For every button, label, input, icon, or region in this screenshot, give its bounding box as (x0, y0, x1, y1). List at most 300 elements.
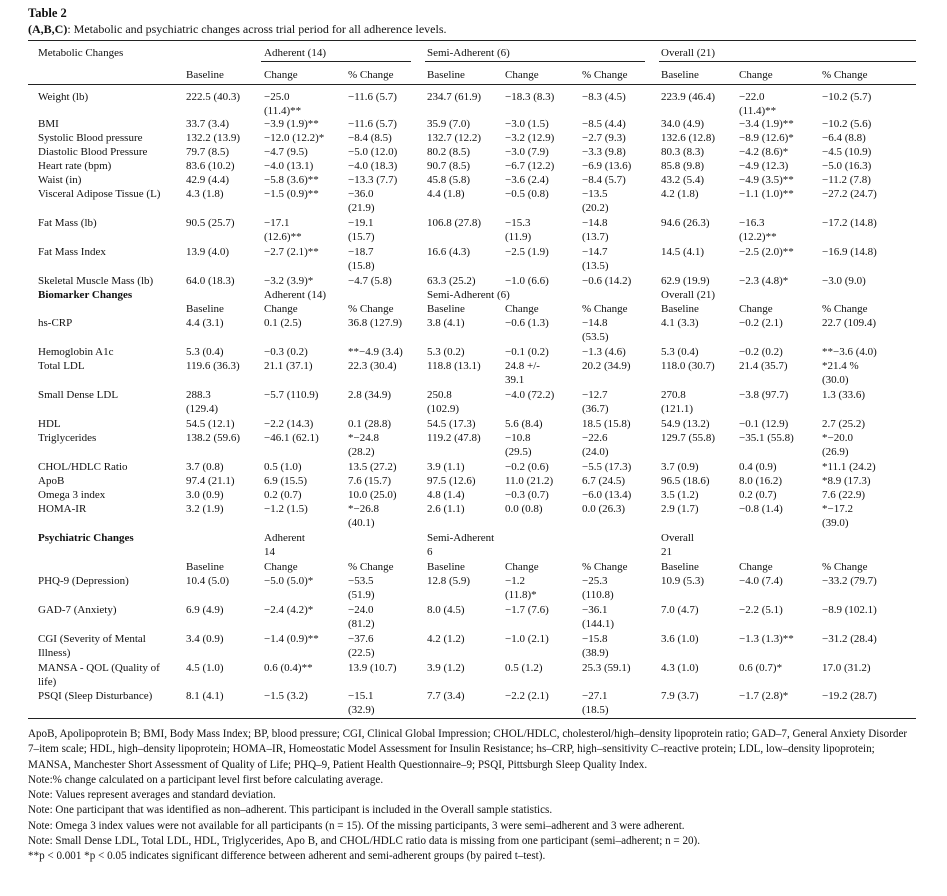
table-cell: −18.7 (15.8) (348, 246, 375, 272)
top-rule (28, 40, 916, 41)
group-header-overall: Overall (21) (661, 47, 716, 59)
table-cell: 10.0 (25.0) (348, 489, 397, 501)
table-notes (28, 727, 916, 865)
table-cell: −11.2 (7.8) (822, 174, 871, 186)
table-cell: % Change (348, 561, 394, 573)
table-cell: 132.2 (13.9) (186, 132, 241, 144)
table-cell: Adherent 14 (264, 532, 305, 558)
table-cell: 90.7 (8.5) (427, 160, 471, 172)
table-cell: Change (739, 561, 773, 573)
table-cell: −6.7 (12.2) (505, 160, 555, 172)
table-cell: 118.8 (13.1) (427, 360, 481, 372)
table-cell: −19.2 (28.7) (822, 690, 877, 702)
table-cell: 0.4 (0.9) (739, 461, 777, 473)
table-caption-id: (A,B,C) (28, 22, 68, 36)
table-cell: *8.9 (17.3) (822, 475, 871, 487)
table-cell: 18.5 (15.8) (582, 418, 631, 430)
table-cell: 22.7 (109.4) (822, 317, 877, 329)
table-cell: Baseline (427, 303, 465, 315)
table-cell: 33.7 (3.4) (186, 118, 230, 130)
table-cell: 85.8 (9.8) (661, 160, 705, 172)
table-cell: −1.5 (0.9)** (264, 188, 319, 200)
table-cell: −0.5 (0.8) (505, 188, 549, 200)
table-cell: 6.9 (4.9) (186, 604, 224, 616)
row-label: Heart rate (bpm) (38, 160, 112, 172)
row-label: BMI (38, 118, 59, 130)
table-cell: 17.0 (31.2) (822, 662, 871, 674)
table-cell: 97.5 (12.6) (427, 475, 476, 487)
table-cell: 0.6 (0.4)** (264, 662, 313, 674)
table-cell: 5.3 (0.2) (427, 346, 465, 358)
table-cell: 54.9 (13.2) (661, 418, 710, 430)
table-cell: −3.4 (1.9)** (739, 118, 794, 130)
table-cell: −3.2 (3.9)* (264, 275, 314, 287)
table-cell: −0.8 (1.4) (739, 503, 783, 515)
table-cell: *−24.8 (28.2) (348, 432, 379, 458)
table-cell: 0.1 (2.5) (264, 317, 302, 329)
table-cell: 250.8 (102.9) (427, 389, 460, 415)
table-cell: −2.3 (4.8)* (739, 275, 789, 287)
table-cell: 7.6 (22.9) (822, 489, 866, 501)
table-cell: −1.7 (7.6) (505, 604, 549, 616)
table-cell: −10.2 (5.7) (822, 91, 872, 103)
table-label: Table 2 (28, 6, 67, 20)
table-cell: 4.3 (1.8) (186, 188, 224, 200)
table-cell: 3.7 (0.8) (186, 461, 224, 473)
table-cell: 5.3 (0.4) (661, 346, 699, 358)
table-cell: % Change (822, 303, 868, 315)
table-cell: Baseline (661, 561, 699, 573)
table-cell: 22.3 (30.4) (348, 360, 397, 372)
table-cell: −11.6 (5.7) (348, 91, 397, 103)
row-label: GAD-7 (Anxiety) (38, 604, 117, 616)
table-cell: −12.0 (12.2)* (264, 132, 325, 144)
table-cell: −2.7 (2.1)** (264, 246, 319, 258)
table-cell: −53.5 (51.9) (348, 575, 375, 601)
table-cell: Semi-Adherent 6 (427, 532, 495, 558)
table-cell: −36.0 (21.9) (348, 188, 375, 214)
table-cell: −1.1 (1.0)** (739, 188, 794, 200)
table-cell: −25.0 (11.4)** (264, 91, 302, 117)
table-cell: 132.7 (12.2) (427, 132, 482, 144)
table-cell: −8.9 (12.6)* (739, 132, 794, 144)
table-cell: *−20.0 (26.9) (822, 432, 853, 458)
table-cell: 0.0 (26.3) (582, 503, 626, 515)
table-cell: −27.1 (18.5) (582, 690, 609, 716)
table-cell: −1.0 (2.1) (505, 633, 549, 645)
table-cell: 54.5 (17.3) (427, 418, 476, 430)
table-cell: −6.9 (13.6) (582, 160, 632, 172)
table-cell: −3.9 (1.9)** (264, 118, 319, 130)
row-label: Total LDL (38, 360, 85, 372)
table-cell: 4.2 (1.2) (427, 633, 465, 645)
table-cell: −37.6 (22.5) (348, 633, 375, 659)
table-cell: % Change (582, 561, 628, 573)
table-caption (28, 22, 447, 37)
table-cell: 138.2 (59.6) (186, 432, 241, 444)
table-cell: −5.0 (12.0) (348, 146, 398, 158)
table-cell: −1.2 (1.5) (264, 503, 308, 515)
table-cell: 0.2 (0.7) (264, 489, 302, 501)
table-cell: 3.6 (1.0) (661, 633, 699, 645)
table-cell: −12.7 (36.7) (582, 389, 609, 415)
table-cell: −15.8 (38.9) (582, 633, 609, 659)
table-cell: −3.0 (1.5) (505, 118, 549, 130)
column-header: Change (739, 69, 773, 81)
table-cell: 2.7 (25.2) (822, 418, 866, 430)
table-cell: 14.5 (4.1) (661, 246, 705, 258)
row-label: Fat Mass Index (38, 246, 106, 258)
table-cell: 4.1 (3.3) (661, 317, 699, 329)
table-cell: 270.8 (121.1) (661, 389, 694, 415)
table-cell: 4.4 (1.8) (427, 188, 465, 200)
table-cell: 21.4 (35.7) (739, 360, 788, 372)
column-header: % Change (822, 69, 868, 81)
table-cell: −0.6 (1.3) (505, 317, 549, 329)
table-cell: −6.0 (13.4) (582, 489, 632, 501)
table-cell: −11.6 (5.7) (348, 118, 397, 130)
table-cell: −0.6 (14.2) (582, 275, 632, 287)
table-cell: 16.6 (4.3) (427, 246, 471, 258)
table-cell: −4.2 (8.6)* (739, 146, 789, 158)
table-cell: 1.3 (33.6) (822, 389, 866, 401)
table-cell: −14.8 (13.7) (582, 217, 609, 243)
table-cell: 8.1 (4.1) (186, 690, 224, 702)
table-cell: −8.3 (4.5) (582, 91, 626, 103)
table-cell: 7.7 (3.4) (427, 690, 465, 702)
table-cell: −33.2 (79.7) (822, 575, 877, 587)
table-cell: −3.6 (2.4) (505, 174, 549, 186)
table-cell: *−17.2 (39.0) (822, 503, 853, 529)
table-cell: 5.6 (8.4) (505, 418, 543, 430)
table-cell: 132.6 (12.8) (661, 132, 716, 144)
table-cell: **−3.6 (4.0) (822, 346, 877, 358)
table-cell: 3.5 (1.2) (661, 489, 699, 501)
column-header: Change (264, 69, 298, 81)
table-cell: 45.8 (5.8) (427, 174, 471, 186)
table-cell: 13.9 (10.7) (348, 662, 397, 674)
table-cell: 4.4 (3.1) (186, 317, 224, 329)
table-cell: −27.2 (24.7) (822, 188, 877, 200)
table-cell: 63.3 (25.2) (427, 275, 476, 287)
table-cell: 0.1 (28.8) (348, 418, 392, 430)
table-cell: −24.0 (81.2) (348, 604, 375, 630)
table-cell: −3.3 (9.8) (582, 146, 626, 158)
table-cell: 54.5 (12.1) (186, 418, 235, 430)
table-cell: 12.8 (5.9) (427, 575, 471, 587)
note-abbreviations: ApoB, Apolipoprotein B; BMI, Body Mass Index; BP, blood pressure; CGI, Clinical Global Impression; CHOL/HDLC, cholesterol/high–density lipoprotein ratio; GAD–7, General Anxiety Disorder 7–item scale; HDL, high–density lipoprotein; HOMA–IR, Homeostatic Model Assessment for Insulin Resistance; hs–CRP, high–sensitivity C–reactive protein; LDL, low–density lipoprotein; MANSA, Manchester Short Assessment of Quality of Life; PHQ–9, Patient Health Questionnaire–9; PSQI, Pittsburgh Sleep Quality Index. (28, 728, 908, 771)
row-label: MANSA - QOL (Quality of life) (38, 662, 160, 688)
table-cell: Baseline (186, 303, 224, 315)
section-header: Psychiatric Changes (38, 532, 134, 544)
table-cell: 34.0 (4.9) (661, 118, 705, 130)
column-header: % Change (582, 69, 628, 81)
row-label: CHOL/HDLC Ratio (38, 461, 128, 473)
table-cell: 4.3 (1.0) (661, 662, 699, 674)
table-cell: −35.1 (55.8) (739, 432, 794, 444)
bottom-rule (28, 718, 916, 719)
table-cell: −2.5 (1.9) (505, 246, 549, 258)
table-cell: −1.4 (0.9)** (264, 633, 319, 645)
table-cell: −4.0 (7.4) (739, 575, 783, 587)
table-cell: 2.6 (1.1) (427, 503, 465, 515)
table-cell: −6.4 (8.8) (822, 132, 866, 144)
table-cell: −46.1 (62.1) (264, 432, 319, 444)
table-cell: 62.9 (19.9) (661, 275, 710, 287)
table-cell: Overall 21 (661, 532, 694, 558)
column-header: Baseline (186, 69, 224, 81)
table-cell: −0.3 (0.7) (505, 489, 549, 501)
table-cell: 0.5 (1.0) (264, 461, 302, 473)
table-cell: −8.9 (102.1) (822, 604, 877, 616)
table-cell: −4.7 (9.5) (264, 146, 308, 158)
table-cell: −5.0 (16.3) (822, 160, 872, 172)
note-missing-ldl: Note: Small Dense LDL, Total LDL, HDL, Triglycerides, Apo B, and CHOL/HDLC ratio data is missing from one participant (semi–adherent; n = 20). (28, 835, 701, 848)
note-significance: **p < 0.001 *p < 0.05 indicates significant difference between adherent and semi-adherent groups (by paired t–test). (28, 850, 546, 863)
table-cell: 80.2 (8.5) (427, 146, 471, 158)
table-cell: 35.9 (7.0) (427, 118, 471, 130)
table-cell: Change (739, 303, 773, 315)
row-label: HDL (38, 418, 61, 430)
table-cell: % Change (582, 303, 628, 315)
table-cell: 20.2 (34.9) (582, 360, 631, 372)
table-cell: 13.9 (4.0) (186, 246, 230, 258)
row-label: HOMA-IR (38, 503, 87, 515)
table-cell: −2.7 (9.3) (582, 132, 626, 144)
table-cell: 0.6 (0.7)* (739, 662, 783, 674)
table-cell: −2.2 (5.1) (739, 604, 783, 616)
table-cell: −16.9 (14.8) (822, 246, 877, 258)
table-cell: Change (505, 561, 539, 573)
group-rule-adherent (261, 61, 411, 62)
table-cell: 106.8 (27.8) (427, 217, 482, 229)
table-cell: 11.0 (21.2) (505, 475, 554, 487)
table-cell: −13.5 (20.2) (582, 188, 609, 214)
table-cell: 3.4 (0.9) (186, 633, 224, 645)
table-cell: Baseline (186, 561, 224, 573)
table-cell: −10.8 (29.5) (505, 432, 532, 458)
row-label: Skeletal Muscle Mass (lb) (38, 275, 154, 287)
table-cell: 6.9 (15.5) (264, 475, 308, 487)
group-header-semi-adherent: Semi-Adherent (6) (427, 47, 510, 59)
table-cell: 3.2 (1.9) (186, 503, 224, 515)
table-cell: Change (505, 303, 539, 315)
row-label: Visceral Adipose Tissue (L) (38, 188, 161, 200)
table-cell: 0.2 (0.7) (739, 489, 777, 501)
table-cell: −8.4 (8.5) (348, 132, 392, 144)
table-cell: 7.0 (4.7) (661, 604, 699, 616)
table-cell: 42.9 (4.4) (186, 174, 230, 186)
table-cell: **−4.9 (3.4) (348, 346, 403, 358)
table-cell: −13.3 (7.7) (348, 174, 398, 186)
row-label: Small Dense LDL (38, 389, 119, 401)
table-cell: −0.3 (0.2) (264, 346, 308, 358)
table-cell: −4.0 (18.3) (348, 160, 398, 172)
header-rule (28, 84, 916, 85)
table-cell: −19.1 (15.7) (348, 217, 375, 243)
table-cell: −25.3 (110.8) (582, 575, 614, 601)
note-omega3: Note: Omega 3 index values were not available for all participants (n = 15). Of the missing participants, 3 were semi–adherent and 3 were adherent. (28, 819, 685, 832)
row-label: ApoB (38, 475, 65, 487)
table-cell: −4.0 (72.2) (505, 389, 555, 401)
table-cell: % Change (348, 303, 394, 315)
table-cell: 7.9 (3.7) (661, 690, 699, 702)
table-cell: *11.1 (24.2) (822, 461, 876, 473)
table-cell: −10.2 (5.6) (822, 118, 872, 130)
table-cell: −4.9 (12.3) (739, 160, 789, 172)
table-cell: −3.0 (7.9) (505, 146, 549, 158)
table-cell: −0.2 (0.6) (505, 461, 549, 473)
table-cell: −14.8 (53.5) (582, 317, 609, 343)
group-rule-semi-adherent (425, 61, 645, 62)
row-label: Systolic Blood pressure (38, 132, 143, 144)
table-cell: 13.5 (27.2) (348, 461, 397, 473)
table-cell: Baseline (661, 303, 699, 315)
table-cell: 10.4 (5.0) (186, 575, 230, 587)
table-cell: 97.4 (21.1) (186, 475, 235, 487)
table-cell: 25.3 (59.1) (582, 662, 631, 674)
table-cell: 129.7 (55.8) (661, 432, 716, 444)
table-cell: 8.0 (16.2) (739, 475, 783, 487)
table-cell: −1.5 (3.2) (264, 690, 308, 702)
table-cell: 96.5 (18.6) (661, 475, 710, 487)
table-cell: −17.1 (12.6)** (264, 217, 302, 243)
column-header: Change (505, 69, 539, 81)
table-cell: 119.6 (36.3) (186, 360, 240, 372)
table-cell: −2.4 (4.2)* (264, 604, 314, 616)
row-label: PHQ-9 (Depression) (38, 575, 129, 587)
row-label: Fat Mass (lb) (38, 217, 97, 229)
table-cell: −18.3 (8.3) (505, 91, 555, 103)
table-cell: 3.7 (0.9) (661, 461, 699, 473)
table-cell: −5.5 (17.3) (582, 461, 632, 473)
table-cell: −1.0 (6.6) (505, 275, 549, 287)
table-cell: 8.0 (4.5) (427, 604, 465, 616)
table-cell: −8.4 (5.7) (582, 174, 626, 186)
table-cell: −17.2 (14.8) (822, 217, 877, 229)
group-header-adherent: Adherent (14) (264, 47, 327, 59)
table-cell: 21.1 (37.1) (264, 360, 313, 372)
table-cell: *21.4 % (30.0) (822, 360, 859, 386)
table-cell: 36.8 (127.9) (348, 317, 403, 329)
group-rule-overall (659, 61, 916, 62)
table-cell: −1.3 (4.6) (582, 346, 626, 358)
table-cell: Adherent (14) (264, 289, 327, 301)
table-caption-text: : Metabolic and psychiatric changes across trial period for all adherence levels. (67, 22, 447, 36)
table-cell: −3.2 (12.9) (505, 132, 555, 144)
metabolic-section-header: Metabolic Changes (38, 47, 124, 59)
table-cell: 2.8 (34.9) (348, 389, 392, 401)
table-cell: 2.9 (1.7) (661, 503, 699, 515)
table-cell: −4.5 (10.9) (822, 146, 872, 158)
table-cell: 4.8 (1.4) (427, 489, 465, 501)
table-cell: −36.1 (144.1) (582, 604, 615, 630)
row-label: Weight (lb) (38, 91, 89, 103)
table-cell: −5.8 (3.6)** (264, 174, 319, 186)
table-cell: 5.3 (0.4) (186, 346, 224, 358)
table-cell: 64.0 (18.3) (186, 275, 235, 287)
table-cell: −4.7 (5.8) (348, 275, 392, 287)
table-cell: 79.7 (8.5) (186, 146, 230, 158)
table-cell: Overall (21) (661, 289, 716, 301)
table-cell: % Change (822, 561, 868, 573)
table-cell: −14.7 (13.5) (582, 246, 609, 272)
table-cell: 234.7 (61.9) (427, 91, 482, 103)
table-cell: −1.2 (11.8)* (505, 575, 537, 601)
table-cell: −4.9 (3.5)** (739, 174, 794, 186)
table-cell: 4.5 (1.0) (186, 662, 224, 674)
table-cell: 288.3 (129.4) (186, 389, 219, 415)
row-label: CGI (Severity of Mental Illness) (38, 633, 146, 659)
table-cell: −2.2 (14.3) (264, 418, 314, 430)
column-header: Baseline (661, 69, 699, 81)
table-cell: 3.0 (0.9) (186, 489, 224, 501)
table-cell: −0.2 (2.1) (739, 317, 783, 329)
table-cell: −22.6 (24.0) (582, 432, 609, 458)
section-header: Biomarker Changes (38, 289, 133, 301)
table-cell: −5.7 (110.9) (264, 389, 319, 401)
table-cell: −4.0 (13.1) (264, 160, 314, 172)
table-cell: −8.5 (4.4) (582, 118, 626, 130)
table-cell: −31.2 (28.4) (822, 633, 877, 645)
row-label: Hemoglobin A1c (38, 346, 114, 358)
table-cell: 223.9 (46.4) (661, 91, 716, 103)
table-cell: −15.1 (32.9) (348, 690, 375, 716)
row-label: PSQI (Sleep Disturbance) (38, 690, 153, 702)
table-cell: −15.3 (11.9) (505, 217, 532, 243)
table-cell: 43.2 (5.4) (661, 174, 705, 186)
note-values: Note: Values represent averages and standard deviation. (28, 789, 276, 802)
table-cell: 6.7 (24.5) (582, 475, 626, 487)
table-cell: 118.0 (30.7) (661, 360, 715, 372)
table-cell: −0.1 (0.2) (505, 346, 549, 358)
table-cell: −2.5 (2.0)** (739, 246, 794, 258)
table-cell: −16.3 (12.2)** (739, 217, 777, 243)
table-cell: Change (264, 561, 298, 573)
table-cell: 24.8 +/- 39.1 (505, 360, 540, 386)
table-cell: 0.0 (0.8) (505, 503, 543, 515)
row-label: hs-CRP (38, 317, 73, 329)
table-cell: 83.6 (10.2) (186, 160, 235, 172)
table-cell: 94.6 (26.3) (661, 217, 710, 229)
table-cell: −0.2 (0.2) (739, 346, 783, 358)
row-label: Omega 3 index (38, 489, 106, 501)
table-cell: 90.5 (25.7) (186, 217, 235, 229)
table-cell: 3.8 (4.1) (427, 317, 465, 329)
row-label: Diastolic Blood Pressure (38, 146, 148, 158)
note-non-adherent: Note: One participant that was identified as non–adherent. This participant is included in the Overall sample statistics. (28, 804, 553, 817)
table-cell: 80.3 (8.3) (661, 146, 705, 158)
table-cell: 3.9 (1.1) (427, 461, 465, 473)
row-label: Triglycerides (38, 432, 97, 444)
note-percent-change: Note:% change calculated on a participant level first before calculating average. (28, 773, 384, 786)
column-header: % Change (348, 69, 394, 81)
table-cell: −22.0 (11.4)** (739, 91, 777, 117)
table-cell: Change (264, 303, 298, 315)
table-cell: 7.6 (15.7) (348, 475, 392, 487)
table-cell: −2.2 (2.1) (505, 690, 549, 702)
column-header: Baseline (427, 69, 465, 81)
table-cell: 10.9 (5.3) (661, 575, 705, 587)
table-cell: −1.3 (1.3)** (739, 633, 794, 645)
table-cell: 3.9 (1.2) (427, 662, 465, 674)
table-cell: Baseline (427, 561, 465, 573)
table-cell: *−26.8 (40.1) (348, 503, 379, 529)
table-cell: −5.0 (5.0)* (264, 575, 314, 587)
table-cell: 4.2 (1.8) (661, 188, 699, 200)
table-cell: −1.7 (2.8)* (739, 690, 789, 702)
table-cell: −0.1 (12.9) (739, 418, 789, 430)
